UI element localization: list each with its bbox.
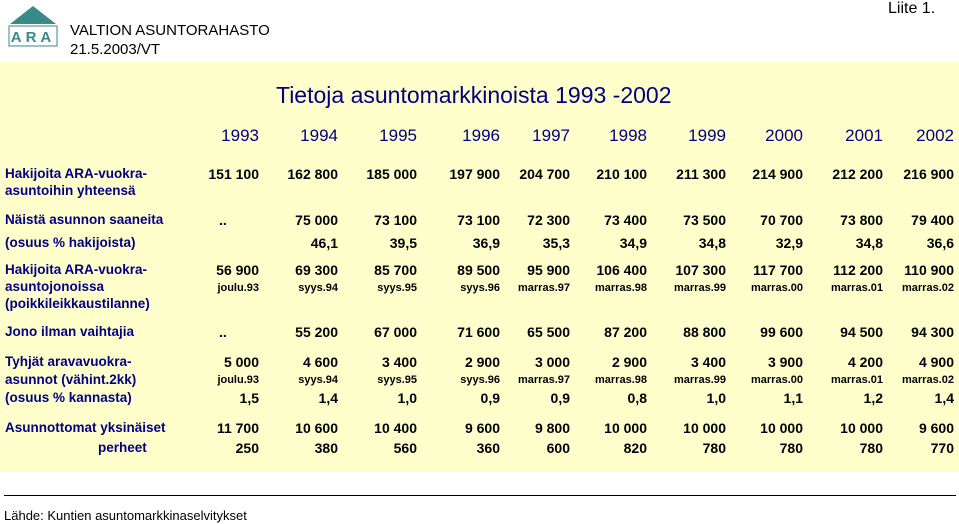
table-cell: 88 800 [683,324,726,340]
year-header: 1995 [379,126,417,145]
table-cell: 36,6 [926,235,954,251]
table-cell: 32,9 [775,235,803,251]
ara-logo [6,4,60,48]
table-cell: 10 000 [760,420,803,436]
queue-label-3: (poikkileikkaustilanne) [5,296,150,311]
table-cell: 0,8 [627,390,647,406]
table-cell: 39,5 [389,235,417,251]
table-cell: 4 200 [847,354,883,370]
table-cell: marras.02 [902,282,954,294]
year-header: 2001 [845,126,883,145]
table-cell: 73 400 [604,212,647,228]
year-header: 2000 [765,126,803,145]
table-cell: 3 400 [381,354,417,370]
table-cell: 35,3 [542,235,570,251]
homeless-families-label: perheet [98,440,147,455]
table-cell: 117 700 [753,262,803,278]
table-cell: marras.98 [595,282,647,294]
table-cell: 10 000 [840,420,883,436]
table-cell: marras.01 [831,374,883,386]
table-cell: 4 900 [918,354,954,370]
table-cell: syys.95 [377,374,417,386]
table-cell: syys.96 [460,282,500,294]
table-cell: 820 [623,440,647,456]
table-cell: 10 000 [683,420,726,436]
table-cell: 73 800 [840,212,883,228]
table-cell: joulu.93 [217,282,259,294]
year-header: 1999 [688,126,726,145]
table-cell: 216 900 [903,166,954,182]
table-cell: 94 300 [911,324,954,340]
table-cell: 94 500 [840,324,883,340]
table-cell: syys.94 [298,282,338,294]
table-cell: 34,8 [698,235,726,251]
table-cell: 1,0 [397,390,417,406]
queue-no-swap-label: Jono ilman vaihtajia [5,324,135,339]
table-cell: 55 200 [295,324,338,340]
table-cell: marras.01 [831,282,883,294]
table-cell: 5 000 [223,354,259,370]
table-cell: 70 700 [760,212,803,228]
applicants-label: Hakijoita ARA-vuokra- [5,166,148,181]
table-cell: marras.99 [674,374,726,386]
attachment-label: Liite 1. [888,0,936,17]
table-cell: 11 700 [216,420,259,436]
table-cell: 360 [476,440,500,456]
table-cell: 46,1 [310,235,338,251]
table-cell: 10 400 [374,420,417,436]
table-cell: 56 900 [216,262,259,278]
table-cell: 9 800 [534,420,570,436]
table-cell: 560 [393,440,417,456]
table-cell: 151 100 [208,166,259,182]
table-cell: 0,9 [480,390,500,406]
vacant-label-2: asunnot (vähint.2kk) [5,372,137,387]
table-cell: 89 500 [457,262,500,278]
queue-label-2: asuntojonoissa [5,279,105,294]
table-cell: 0,9 [550,390,570,406]
year-header: 1996 [462,126,500,145]
year-header: 1997 [532,126,570,145]
vacant-label: Tyhjät aravavuokra- [5,354,132,369]
applicants-label-2: asuntoihin yhteensä [5,183,136,198]
page-title: Tietoja asuntomarkkinoista 1993 -2002 [276,82,672,108]
table-cell: 72 300 [527,212,570,228]
table-cell: 106 400 [596,262,647,278]
table-cell: 10 000 [604,420,647,436]
table-cell: marras.98 [595,374,647,386]
table-cell: 85 700 [374,262,417,278]
table-cell: 212 200 [832,166,883,182]
table-cell: .. [219,212,227,228]
table-cell: 780 [859,440,883,456]
table-cell: marras.99 [674,282,726,294]
table-cell: 107 300 [675,262,726,278]
needy-share-label: (osuus % hakijoista) [5,235,136,250]
table-cell: 211 300 [676,166,726,182]
table-cell: 112 200 [833,262,883,278]
queue-label: Hakijoita ARA-vuokra- [5,262,148,277]
table-cell: 3 000 [534,354,570,370]
table-cell: 79 400 [911,212,954,228]
table-cell: 10 600 [295,420,338,436]
table-cell: 73 500 [683,212,726,228]
year-header: 1994 [300,126,338,145]
table-cell: 3 400 [690,354,726,370]
document-date: 21.5.2003/VT [70,41,161,58]
table-cell: 1,0 [706,390,726,406]
table-cell: 2 900 [464,354,500,370]
table-cell: 185 000 [366,166,417,182]
table-cell: 87 200 [604,324,647,340]
table-cell: 73 100 [457,212,500,228]
organization-name: VALTION ASUNTORAHASTO [70,22,270,39]
table-cell: 9 600 [464,420,500,436]
table-cell: 36,9 [472,235,500,251]
table-cell: 162 800 [287,166,338,182]
table-cell: 110 900 [904,262,954,278]
table-cell: marras.02 [902,374,954,386]
table-cell: marras.00 [751,282,803,294]
year-header: 2002 [916,126,954,145]
homeless-label: Asunnottomat yksinäiset [5,420,166,435]
table-cell: joulu.93 [217,374,259,386]
table-cell: 204 700 [519,166,570,182]
table-cell: 250 [235,440,259,456]
table-cell: 34,9 [619,235,647,251]
table-cell: 770 [930,440,954,456]
table-cell: 600 [546,440,570,456]
table-cell: 2 900 [611,354,647,370]
table-cell: marras.97 [518,374,570,386]
table-cell: 95 900 [527,262,570,278]
vacant-label-3: (osuus % kannasta) [5,390,132,405]
year-header: 1993 [221,126,259,145]
table-cell: 380 [314,440,338,456]
table-cell: 1,2 [863,390,883,406]
table-cell: 1,4 [318,390,338,406]
table-cell: 780 [779,440,803,456]
table-cell: syys.94 [298,374,338,386]
year-header: 1998 [609,126,647,145]
table-cell: 65 500 [527,324,570,340]
table-cell: 214 900 [752,166,803,182]
table-cell: 69 300 [295,262,338,278]
needy-label: Näistä asunnon saaneita [5,212,164,227]
table-cell: 71 600 [457,324,500,340]
table-cell: 73 100 [374,212,417,228]
table-cell: 197 900 [449,166,500,182]
table-cell: 75 000 [295,212,338,228]
table-cell: 4 600 [302,354,338,370]
table-cell: 780 [702,440,726,456]
table-cell: syys.95 [377,282,417,294]
table-cell: .. [219,324,227,340]
table-cell: 99 600 [760,324,803,340]
table-cell: syys.96 [460,374,500,386]
table-cell: 67 000 [374,324,417,340]
logo-text: ARA [10,29,56,46]
table-cell: marras.97 [518,282,570,294]
table-cell: 9 600 [918,420,954,436]
table-cell: 3 900 [767,354,803,370]
table-cell: 34,8 [855,235,883,251]
table-cell: 210 100 [596,166,647,182]
table-cell: 1,4 [934,390,954,406]
table-cell: 1,1 [783,390,803,406]
source-note: Lähde: Kuntien asuntomarkkinaselvitykset [4,495,956,523]
table-cell: marras.00 [751,374,803,386]
table-cell: 1,5 [239,390,259,406]
